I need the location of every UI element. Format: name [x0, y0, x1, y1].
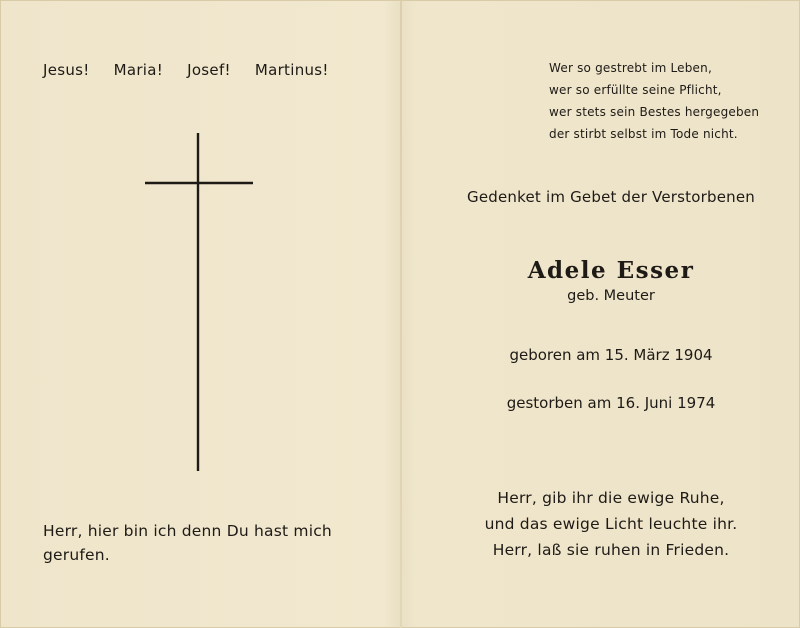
remembrance-heading: Gedenket im Gebet der Verstorbenen — [467, 188, 755, 206]
verse-line: der stirbt selbst im Tode nicht. — [549, 127, 738, 141]
closing-prayer-line: und das ewige Licht leuchte ihr. — [484, 515, 738, 533]
card-fold — [400, 1, 402, 628]
closing-prayer-line: Herr, laß sie ruhen in Frieden. — [492, 541, 730, 559]
maiden-name: geb. Meuter — [567, 288, 655, 304]
closing-prayer-line: Herr, gib ihr die ewige Ruhe, — [497, 489, 725, 507]
closing-prayer — [421, 485, 800, 563]
invocation-martinus: Martinus! — [254, 61, 329, 79]
left-prayer-line-1: Herr, hier bin ich denn Du hast mich — [43, 522, 332, 540]
memorial-verse — [549, 57, 789, 145]
left-prayer-line-2: gerufen. — [43, 546, 110, 564]
left-prayer — [43, 519, 373, 567]
invocation-jesus: Jesus! — [43, 61, 90, 79]
verse-line: Wer so gestrebt im Leben, — [549, 61, 712, 75]
death-date: gestorben am 16. Juni 1974 — [506, 394, 716, 412]
invocation-maria: Maria! — [113, 61, 164, 79]
verse-line: wer stets sein Bestes hergegeben — [549, 105, 760, 119]
deceased-name: Adele Esser — [527, 257, 695, 284]
cross-icon — [141, 129, 257, 473]
invocation-josef: Josef! — [187, 61, 231, 79]
birth-date: geboren am 15. März 1904 — [509, 346, 713, 364]
invocation-line — [43, 61, 373, 79]
verse-line: wer so erfüllte seine Pflicht, — [549, 83, 722, 97]
